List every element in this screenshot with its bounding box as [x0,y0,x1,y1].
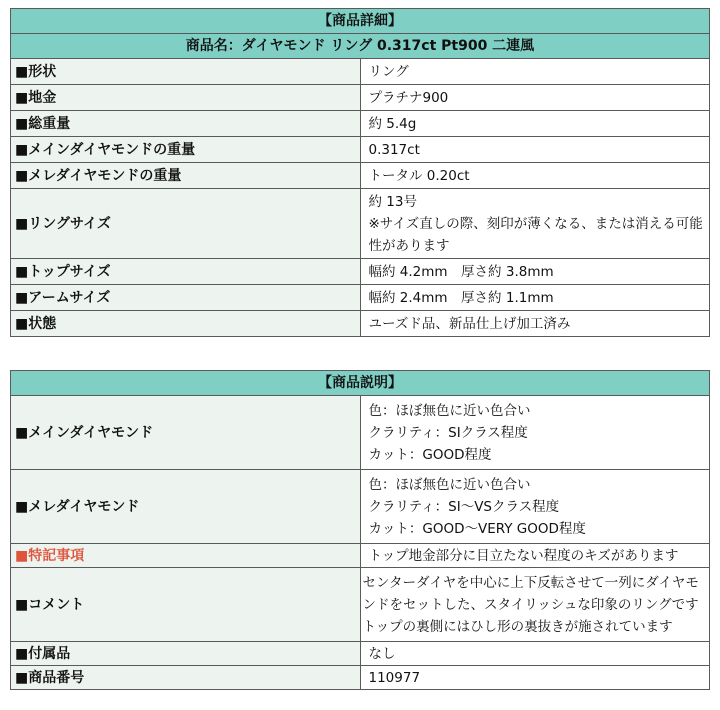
detail-label: ■総重量 [11,111,361,137]
description-label: ■メインダイヤモンド [11,396,361,470]
detail-row [11,259,710,285]
description-label-special-notes: ■特記事項 [11,544,361,568]
detail-row [11,59,710,85]
detail-label: ■メインダイヤモンドの重量 [11,137,361,163]
description-label: ■メレダイヤモンド [11,470,361,544]
description-label: ■商品番号 [11,666,361,690]
details-header-row [11,9,710,34]
detail-value: リング [360,59,710,85]
description-value: 色：ほぼ無色に近い色合い クラリティ：SIクラス程度 カット：GOOD程度 [360,396,710,470]
detail-label: ■アームサイズ [11,285,361,311]
detail-row [11,85,710,111]
description-row [11,666,710,690]
detail-value: 0.317ct [360,137,710,163]
product-name: 商品名：ダイヤモンド リング 0.317ct Pt900 二連風 [11,34,710,59]
product-description-table [10,370,710,690]
product-details-table [10,8,710,337]
description-row [11,544,710,568]
detail-row [11,137,710,163]
detail-value: 約 13号 ※サイズ直しの際、刻印が薄くなる、または消える可能性があります [360,189,710,259]
description-row [11,470,710,544]
detail-value: プラチナ900 [360,85,710,111]
detail-row [11,111,710,137]
description-label: ■付属品 [11,642,361,666]
detail-value: トータル 0.20ct [360,163,710,189]
detail-label: ■メレダイヤモンドの重量 [11,163,361,189]
detail-row [11,285,710,311]
detail-label: ■リングサイズ [11,189,361,259]
description-header-row [11,371,710,396]
detail-row [11,163,710,189]
detail-row [11,311,710,337]
detail-value: ユーズド品、新品仕上げ加工済み [360,311,710,337]
description-value: 110977 [360,666,710,690]
description-row [11,568,710,642]
description-label: ■コメント [11,568,361,642]
detail-label: ■形状 [11,59,361,85]
description-value: センターダイヤを中心に上下反転させて一列にダイヤモンドをセットした、スタイリッシュな印象のリングです トップの裏側にはひし形の裏抜きが施されています [360,568,710,642]
detail-value: 幅約 2.4mm 厚さ約 1.1mm [360,285,710,311]
description-row [11,396,710,470]
description-value: 色：ほぼ無色に近い色合い クラリティ：SI～VSクラス程度 カット：GOOD～VERY GOOD程度 [360,470,710,544]
detail-value: 幅約 4.2mm 厚さ約 3.8mm [360,259,710,285]
detail-label: ■地金 [11,85,361,111]
detail-value: 約 5.4g [360,111,710,137]
description-header: 【商品説明】 [11,371,710,396]
description-value: トップ地金部分に目立たない程度のキズがあります [360,544,710,568]
detail-row [11,189,710,259]
detail-label: ■状態 [11,311,361,337]
product-name-row [11,34,710,59]
details-header: 【商品詳細】 [11,9,710,34]
description-value: なし [360,642,710,666]
detail-label: ■トップサイズ [11,259,361,285]
description-row [11,642,710,666]
